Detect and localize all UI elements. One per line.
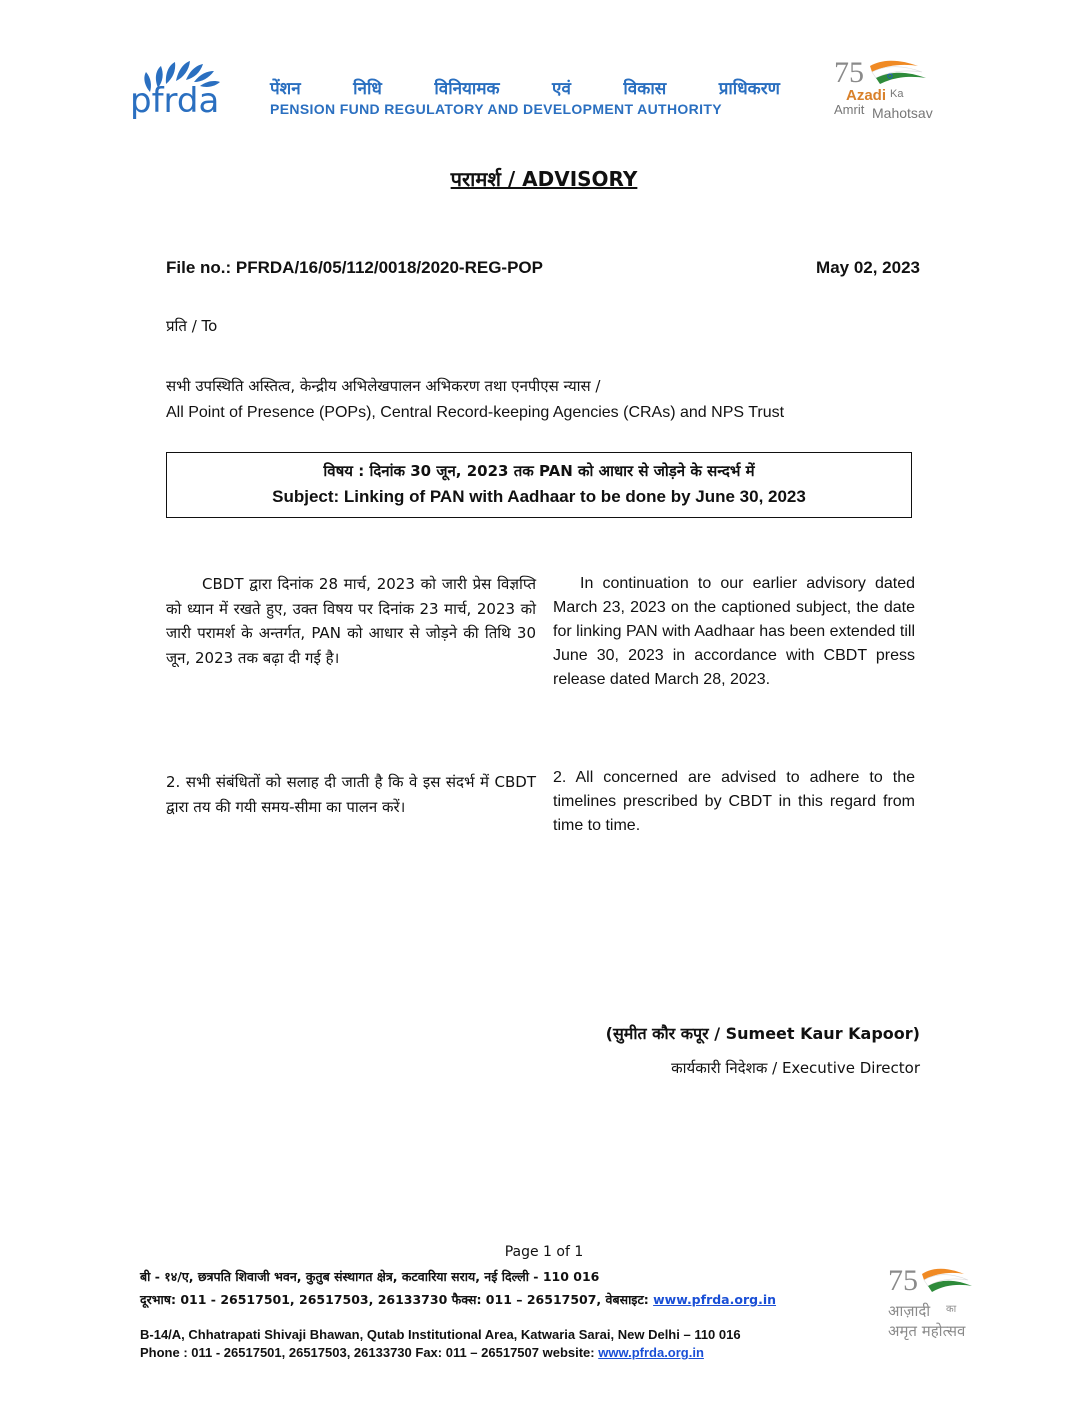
logo-text: pfrda (130, 81, 220, 121)
azadi-amrit-mahotsav-logo (832, 52, 952, 120)
footer-phone-hindi: दूरभाष: 011 - 26517501, 26517503, 26133730 फैक्स: 011 – 26517507, वेबसाइट: (140, 1292, 654, 1307)
subject-box (166, 452, 912, 518)
paragraph-1-hindi: CBDT द्वारा दिनांक 28 मार्च, 2023 को जारी प्रेस विज्ञप्ति को ध्यान में रखते हुए, उक्त विषय पर दिनांक 23 मार्च, 2023 को जारी परामर्श के अन्तर्गत, PAN को आधार से जोड़ने की तिथि 30 जून, 2023 तक बढ़ा दी गई है। (166, 575, 536, 667)
azadi-amrit-mahotsav-footer-logo (884, 1260, 988, 1344)
footer-phone-english: Phone : 011 - 26517501, 26517503, 26133730 Fax: 011 – 26517507 website: (140, 1345, 599, 1360)
org-hindi-word: एवं (552, 79, 571, 99)
pfrda-logo (128, 48, 250, 132)
subject-hindi: विषय : दिनांक 30 जून, 2023 तक PAN को आधार से जोड़ने के सन्दर्भ में (323, 462, 755, 480)
badge-mahotsav: Mahotsav (872, 105, 933, 120)
footer-badge-ka: का (946, 1304, 957, 1315)
badge-ka: Ka (890, 88, 904, 100)
org-name-hindi (270, 76, 780, 99)
subject-english: Subject: Linking of PAN with Aadhaar to be done by June 30, 2023 (272, 487, 806, 506)
signatory-designation: कार्यकारी निदेशक / Executive Director (671, 1059, 920, 1077)
website-link[interactable]: www.pfrda.org.in (598, 1345, 704, 1360)
footer-badge-azadi: आज़ादी (888, 1302, 931, 1320)
org-hindi-word: प्राधिकरण (718, 79, 780, 99)
org-hindi-word: विनियामक (434, 79, 500, 99)
badge-amrit: Amrit (834, 102, 865, 117)
page-number: Page 1 of 1 (504, 1244, 584, 1260)
signatory-name: (सुमीत कौर कपूर / Sumeet Kaur Kapoor) (605, 1024, 920, 1043)
paragraph-2-english: 2. All concerned are advised to adhere to the timelines prescribed by CBDT in this regard from time to time. (553, 769, 915, 834)
footer-address-english: B-14/A, Chhatrapati Shivaji Bhawan, Qutab Institutional Area, Katwaria Sarai, New Delhi – 110 016 (140, 1327, 741, 1342)
footer-badge-mahotsav: अमृत महोत्सव (888, 1322, 966, 1340)
badge-azadi: Azadi (846, 87, 887, 104)
footer-address-hindi: बी - १४/ए, छत्रपति शिवाजी भवन, कुतुब संस्थागत क्षेत्र, कटवारिया सराय, नई दिल्ली - 110 016 (140, 1269, 600, 1284)
paragraph-1-english: In continuation to our earlier advisory dated March 23, 2023 on the captioned subject, the date for linking PAN with Aadhaar has been extended till June 30, 2023 in accordance with CBDT press release dated March 28, 2023. (553, 575, 915, 688)
org-hindi-word: पेंशन (270, 79, 301, 99)
website-link[interactable]: www.pfrda.org.in (653, 1292, 777, 1307)
org-name-english: PENSION FUND REGULATORY AND DEVELOPMENT AUTHORITY (270, 101, 722, 117)
document-title: परामर्श / ADVISORY (450, 167, 638, 191)
paragraph-2-hindi: 2. सभी संबंधितों को सलाह दी जाती है कि वे इस संदर्भ में CBDT द्वारा तय की गयी समय-सीमा का पालन करें। (166, 773, 536, 816)
file-number: File no.: PFRDA/16/05/112/0018/2020-REG-POP (166, 258, 543, 277)
footer-badge-number: 75 (888, 1264, 918, 1297)
org-hindi-word: निधि (353, 79, 382, 99)
addressee-english: All Point of Presence (POPs), Central Record-keeping Agencies (CRAs) and NPS Trust (166, 404, 785, 421)
footer-contact-english (140, 1345, 704, 1360)
badge-number: 75 (834, 56, 864, 89)
addressee-hindi: सभी उपस्थिति अस्तित्व, केन्द्रीय अभिलेखपालन अभिकरण तथा एनपीएस न्यास / (166, 377, 601, 395)
to-label: प्रति / To (166, 317, 218, 335)
org-hindi-word: विकास (623, 79, 667, 99)
document-date: May 02, 2023 (816, 258, 920, 277)
footer-contact-hindi (140, 1291, 776, 1308)
